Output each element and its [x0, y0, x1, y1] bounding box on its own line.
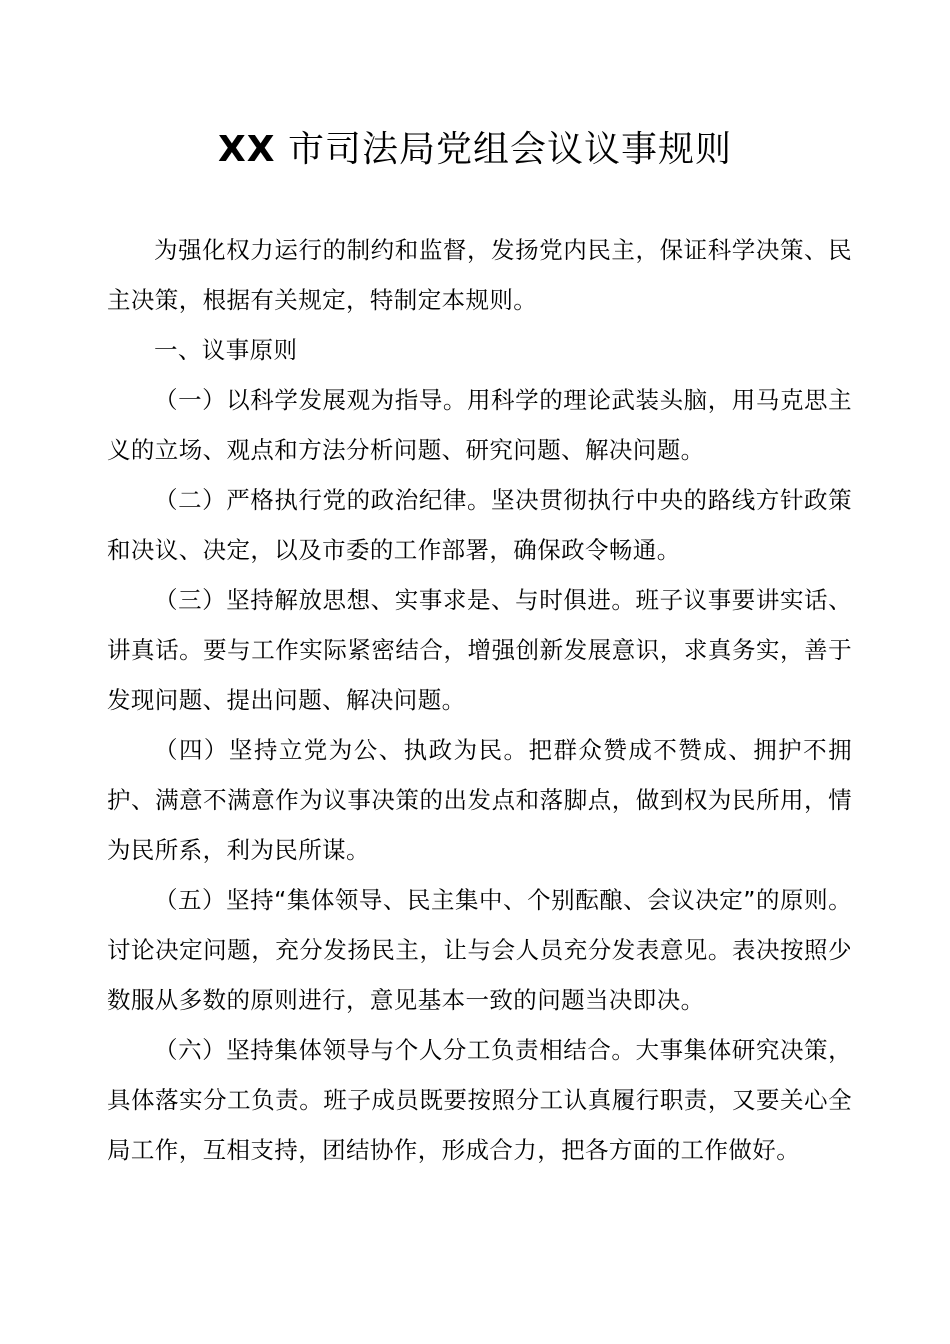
paragraph-preamble: 为强化权力运行的制约和监督，发扬党内民主，保证科学决策、民主决策，根据有关规定，特制定本规则。	[107, 236, 852, 314]
paragraph-principle-4: （四）坚持立党为公、执政为民。把群众赞成不赞成、拥护不拥护、满意不满意作为议事决策的出发点和落脚点，做到权为民所用，情为民所系，利为民所谋。	[107, 736, 852, 864]
paragraph-principle-6: （六）坚持集体领导与个人分工负责相结合。大事集体研究决策，具体落实分工负责。班子成员既要按照分工认真履行职责，又要关心全局工作，互相支持，团结协作，形成合力，把各方面的工作做好。	[107, 1036, 852, 1164]
page-title	[0, 126, 950, 174]
paragraph-principle-3: （三）坚持解放思想、实事求是、与时俱进。班子议事要讲实话、讲真话。要与工作实际紧密结合，增强创新发展意识，求真务实，善于发现问题、提出问题、解决问题。	[107, 586, 852, 714]
paragraph-principle-1: （一）以科学发展观为指导。用科学的理论武装头脑，用马克思主义的立场、观点和方法分析问题、研究问题、解决问题。	[107, 386, 852, 464]
title-main: 市司法局党组会议议事规则	[287, 129, 732, 170]
title-prefix: XX	[218, 129, 276, 170]
section-heading: 一、议事原则	[154, 336, 298, 364]
document-body	[107, 225, 852, 1175]
paragraph-principle-2: （二）严格执行党的政治纪律。坚决贯彻执行中央的路线方针政策和决议、决定，以及市委的工作部署，确保政令畅通。	[107, 486, 852, 564]
paragraph-principle-5: （五）坚持“集体领导、民主集中、个别酝酿、会议决定”的原则。讨论决定问题，充分发扬民主，让与会人员充分发表意见。表决按照少数服从多数的原则进行，意见基本一致的问题当决即决。	[107, 886, 852, 1014]
